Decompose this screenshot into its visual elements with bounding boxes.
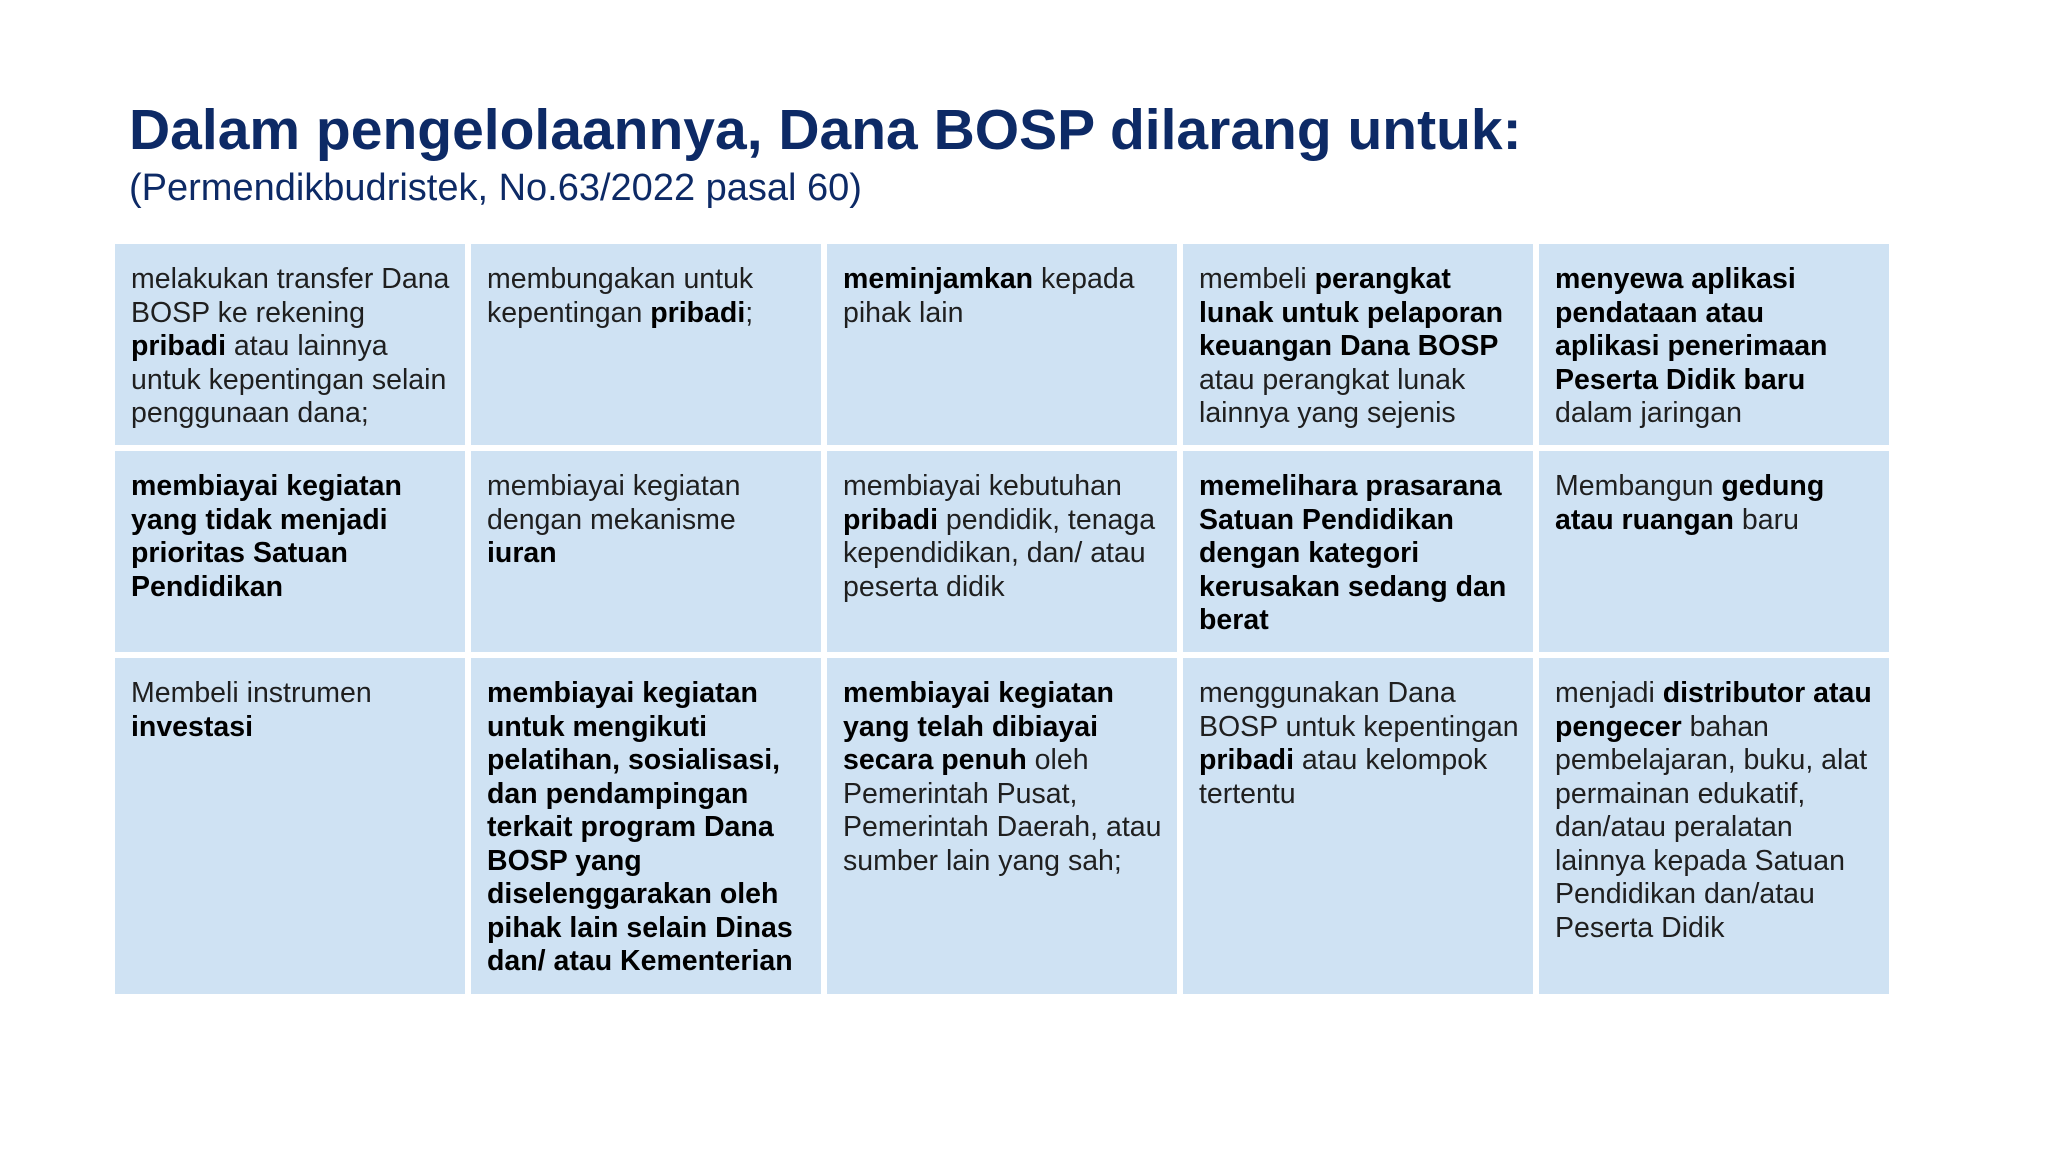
cell-text-bold: membiayai kegiatan untuk mengikuti pelatihan, sosialisasi, dan pendampingan terkait program Dana BOSP yang diselenggarakan oleh pihak lain selain Dinas dan/ atau Kementerian: [487, 677, 793, 977]
cell-text-bold: pribadi: [1199, 744, 1295, 776]
cell-r3-c4: [1183, 658, 1533, 994]
slide-title: Dalam pengelolaannya, Dana BOSP dilarang untuk:: [129, 98, 1522, 162]
cell-r2-c2: [471, 451, 821, 652]
cell-r1-c4: [1183, 244, 1533, 445]
cell-text-bold: perangkat lunak untuk pelaporan keuangan Dana BOSP: [1199, 263, 1504, 362]
cell-r3-c2: [471, 658, 821, 994]
cell-text: atau lainnya untuk kepentingan selain penggunaan dana;: [131, 330, 447, 429]
cell-text: membiayai kebutuhan: [843, 470, 1122, 502]
cell-text-bold: meminjamkan: [843, 263, 1034, 295]
cell-r1-c2: [471, 244, 821, 445]
cell-r1-c5: [1539, 244, 1889, 445]
cell-r3-c1: [115, 658, 465, 994]
cell-r1-c1: [115, 244, 465, 445]
cell-text-bold: membiayai kegiatan yang telah dibiayai secara penuh: [843, 677, 1114, 776]
cell-text: dalam jaringan: [1555, 397, 1742, 429]
cell-text: menggunakan Dana BOSP untuk kepentingan: [1199, 677, 1519, 743]
cell-text: oleh Pemerintah Pusat, Pemerintah Daerah, atau sumber lain yang sah;: [843, 744, 1162, 877]
cell-text: ;: [745, 296, 754, 329]
cell-text-bold: investasi: [131, 710, 253, 743]
cell-text: pendidik, tenaga kependidikan, dan/ atau peserta didik: [843, 503, 1156, 603]
cell-text: Membangun: [1555, 470, 1722, 502]
cell-text-bold: distributor atau pengecer: [1555, 677, 1872, 743]
cell-r2-c3: [827, 451, 1177, 652]
cell-text-bold: iuran: [487, 537, 557, 569]
slide-subtitle: (Permendikbudristek, No.63/2022 pasal 60): [129, 167, 862, 209]
cell-text: menjadi: [1555, 677, 1663, 709]
cell-text-bold: pribadi: [843, 503, 939, 536]
cell-text: membiayai kegiatan dengan mekanisme: [487, 470, 741, 536]
cell-text: baru: [1733, 503, 1799, 536]
cell-text-bold: membiayai kegiatan yang tidak menjadi prioritas Satuan Pendidikan: [131, 470, 402, 603]
cell-r3-c3: [827, 658, 1177, 994]
cell-text: bahan pembelajaran, buku, alat permainan edukatif, dan/atau peralatan lainnya kepada Satuan Pendidikan dan/atau Peserta Didik: [1555, 710, 1868, 944]
cell-text: kepada pihak lain: [843, 263, 1135, 329]
cell-r2-c4: [1183, 451, 1533, 652]
cell-text: membeli: [1199, 263, 1315, 295]
cell-text: melakukan transfer Dana BOSP ke rekening: [131, 263, 450, 329]
prohibition-grid: [115, 244, 1890, 994]
cell-text-bold: pribadi: [131, 330, 227, 362]
cell-text-bold: memelihara prasarana Satuan Pendidikan dengan kategori kerusakan sedang dan berat: [1199, 470, 1507, 636]
cell-text-bold: pribadi: [650, 296, 746, 329]
cell-r3-c5: [1539, 658, 1889, 994]
cell-text: Membeli instrumen: [131, 677, 372, 709]
cell-r1-c3: [827, 244, 1177, 445]
cell-text-bold: gedung atau ruangan: [1555, 470, 1825, 536]
cell-r2-c1: [115, 451, 465, 652]
cell-text: atau perangkat lunak lainnya yang sejenis: [1199, 363, 1466, 429]
cell-r2-c5: [1539, 451, 1889, 652]
cell-text: membungakan untuk kepentingan: [487, 263, 754, 329]
cell-text: atau kelompok tertentu: [1199, 744, 1488, 810]
cell-text-bold: menyewa aplikasi pendataan atau aplikasi penerimaan Peserta Didik baru: [1555, 263, 1828, 396]
